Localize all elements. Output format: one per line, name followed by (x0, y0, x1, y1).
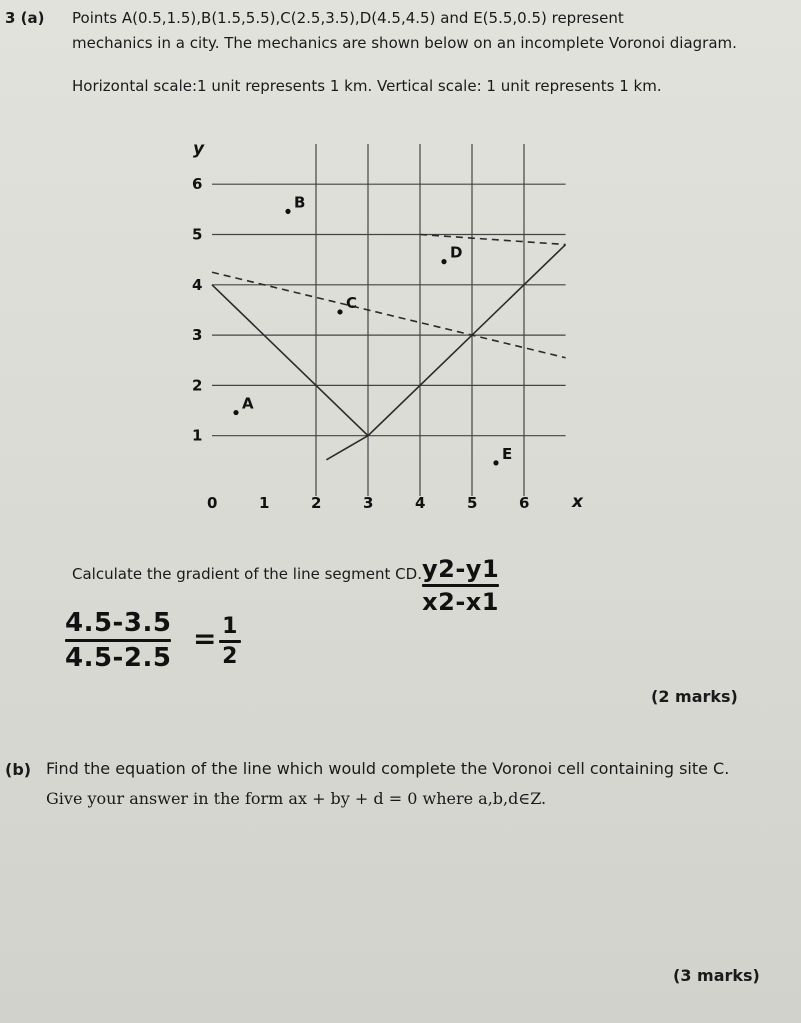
marks-part-a: (2 marks) (651, 687, 738, 706)
x-tick-label: 6 (519, 494, 530, 512)
part-b-form: Give your answer in the form ax + by + d = 0 where a,b,d∈Z. (46, 789, 547, 808)
question-intro-line2: mechanics in a city. The mechanics are shown below on an incomplete Voronoi diagram. (72, 34, 737, 52)
y-tick-label: 6 (192, 175, 203, 194)
handwritten-result (219, 614, 241, 669)
y-tick-label: 3 (192, 326, 203, 345)
voronoi-edge-BD (420, 235, 566, 245)
site-point-c (337, 309, 342, 314)
handwritten-calculation (65, 608, 171, 673)
x-tick-label: 5 (467, 494, 478, 512)
calc-numerator: 4.5-3.5 (65, 608, 172, 638)
formula-numerator: y2-y1 (422, 555, 500, 583)
formula-denominator: x2-x1 (422, 588, 499, 616)
voronoi-edge-AE (326, 436, 368, 460)
result-denominator: 2 (222, 644, 238, 669)
handwritten-formula (422, 555, 499, 616)
calc-bar (65, 639, 171, 642)
y-axis-label: y (193, 139, 205, 159)
question-number: 3 (a) (5, 9, 45, 27)
gradient-question: Calculate the gradient of the line segment CD. (72, 565, 422, 583)
site-label-a: A (242, 394, 254, 413)
x-tick-label: 1 (259, 494, 270, 512)
voronoi-edges (212, 235, 566, 460)
calc-denominator: 4.5-2.5 (65, 643, 172, 673)
result-bar (219, 640, 241, 643)
voronoi-edge-CE (368, 245, 566, 436)
marks-part-b: (3 marks) (673, 966, 760, 985)
grid (212, 144, 566, 496)
x-tick-label: 2 (311, 494, 322, 512)
x-tick-label: 3 (363, 494, 374, 512)
part-b-label: (b) (5, 760, 32, 779)
y-tick-label: 2 (192, 376, 203, 395)
scale-note: Horizontal scale:1 unit represents 1 km. Vertical scale: 1 unit represents 1 km. (72, 77, 662, 95)
part-b-question: Find the equation of the line which would complete the Voronoi cell containing site C. (46, 759, 730, 778)
y-tick-label: 1 (192, 426, 203, 445)
site-point-d (441, 259, 446, 264)
site-label-b: B (294, 193, 306, 212)
y-tick-label: 5 (192, 225, 203, 244)
question-intro: Points A(0.5,1.5),B(1.5,5.5),C(2.5,3.5),D(4.5,4.5) and E(5.5,0.5) represent (72, 9, 624, 27)
site-label-c: C (346, 293, 358, 312)
y-tick-label: 4 (192, 275, 203, 294)
x-tick-label: 4 (415, 494, 426, 512)
site-label-e: E (502, 444, 513, 463)
site-point-b (285, 209, 290, 214)
x-tick-label: 0 (207, 494, 218, 512)
site-label-d: D (450, 243, 463, 262)
calc-equals: = (193, 622, 217, 655)
x-axis-label: x (572, 492, 583, 512)
formula-bar (422, 584, 499, 587)
site-point-a (233, 410, 238, 415)
site-point-e (493, 460, 498, 465)
result-numerator: 1 (222, 614, 238, 639)
